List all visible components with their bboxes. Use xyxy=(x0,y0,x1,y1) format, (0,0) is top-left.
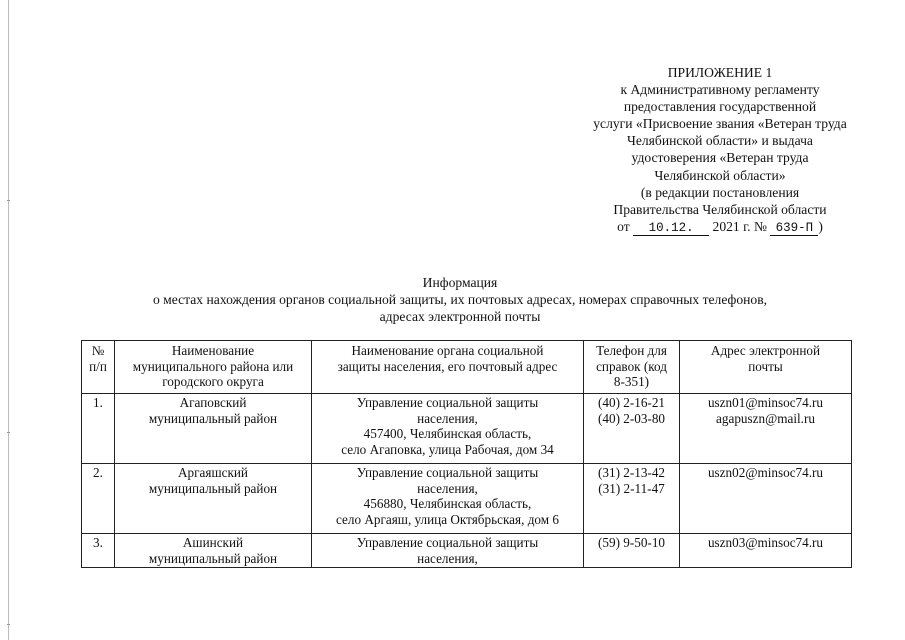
scan-margin-line xyxy=(8,0,9,640)
organ-cell: Управление социальной защиты населения, 457400, Челябинская область, село Агаповка, улица Рабочая, дом 34 xyxy=(312,394,584,464)
row-number: 1. xyxy=(82,394,115,464)
appendix-block xyxy=(520,64,905,236)
header-phone: Телефон для справок (код 8-351) xyxy=(584,341,680,394)
appendix-title: ПРИЛОЖЕНИЕ 1 xyxy=(667,65,773,80)
year-number-label: 2021 г. № xyxy=(712,218,767,234)
info-subtitle-line: о местах нахождения органов социальной защиты, их почтовых адресах, номерах справочных телефонов, xyxy=(152,292,768,307)
info-title: Информация xyxy=(422,275,498,290)
info-subtitle-line: адресах электронной почты xyxy=(379,309,541,324)
organ-cell: Управление социальной защиты населения, xyxy=(312,534,584,568)
table-row xyxy=(82,394,852,464)
resolution-number: 639-П xyxy=(770,222,818,236)
scan-margin-tick xyxy=(7,200,10,201)
email-cell: uszn01@minsoc74.ru agapuszn@mail.ru xyxy=(680,394,852,464)
appendix-line: Правительства Челябинской области xyxy=(613,201,827,217)
scan-margin-tick xyxy=(7,432,10,433)
appendix-line: удостоверения «Ветеран труда xyxy=(631,150,809,166)
appendix-line: предоставления государственной xyxy=(623,99,817,115)
appendix-line: к Административному регламенту xyxy=(620,82,820,98)
phone-cell: (31) 2-13-42 (31) 2-11-47 xyxy=(584,464,680,534)
appendix-date-line xyxy=(520,218,905,236)
table-header-row xyxy=(82,341,852,394)
header-email: Адрес электронной почты xyxy=(680,341,852,394)
social-protection-table xyxy=(81,340,852,568)
header-district: Наименование муниципального района или городского округа xyxy=(115,341,312,394)
table-row xyxy=(82,534,852,568)
appendix-line: услуги «Присвоение звания «Ветеран труда xyxy=(593,116,847,132)
date-prefix: от xyxy=(617,218,630,234)
header-organ: Наименование органа социальной защиты населения, его почтовый адрес xyxy=(312,341,584,394)
row-number: 3. xyxy=(82,534,115,568)
phone-cell: (59) 9-50-10 xyxy=(584,534,680,568)
organ-cell: Управление социальной защиты населения, 456880, Челябинская область, село Аргаяш, улица Октябрьская, дом 6 xyxy=(312,464,584,534)
table-row xyxy=(82,464,852,534)
header-num: № п/п xyxy=(82,341,115,394)
appendix-line: (в редакции постановления xyxy=(640,184,800,200)
district-cell: Агаповский муниципальный район xyxy=(115,394,312,464)
closing-paren: ) xyxy=(818,218,823,234)
info-heading xyxy=(100,274,820,325)
row-number: 2. xyxy=(82,464,115,534)
district-cell: Аргаяшский муниципальный район xyxy=(115,464,312,534)
scan-margin-tick xyxy=(7,624,10,625)
email-cell: uszn02@minsoc74.ru xyxy=(680,464,852,534)
appendix-line: Челябинской области» и выдача xyxy=(627,133,813,149)
appendix-line: Челябинской области» xyxy=(654,167,786,183)
resolution-date: 10.12. xyxy=(633,222,709,236)
email-cell: uszn03@minsoc74.ru xyxy=(680,534,852,568)
district-cell: Ашинский муниципальный район xyxy=(115,534,312,568)
phone-cell: (40) 2-16-21 (40) 2-03-80 xyxy=(584,394,680,464)
